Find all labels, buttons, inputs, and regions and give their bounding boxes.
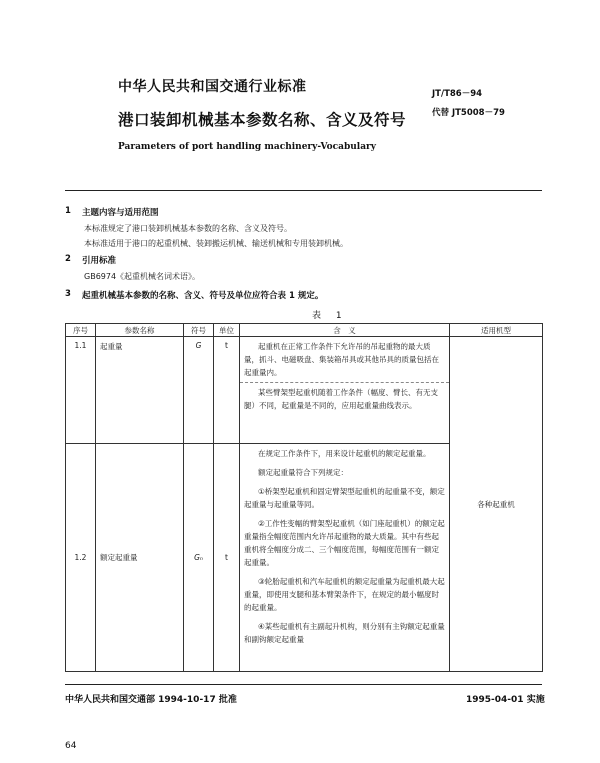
section-3-number: 3	[65, 289, 71, 299]
meaning-paragraph: 额定起重量符合下列规定：	[258, 468, 348, 477]
parameter-table	[65, 323, 543, 672]
header-seq: 序号	[66, 324, 96, 337]
row-unit: t	[214, 444, 240, 672]
replaces-code: 代替 JT5008－79	[432, 108, 505, 118]
meaning-paragraph: 在规定工作条件下，用来设计起重机的额定起重量。	[258, 449, 431, 458]
row-meaning	[240, 337, 450, 444]
table-header-row	[66, 324, 543, 337]
meaning-paragraph: ③轮胎起重机和汽车起重机的额定起重量为起重机最大起重量，即使用支腿和基本臂架条件下，在规定的最小幅度时的起重量。	[244, 577, 445, 612]
header-symbol: 符号	[184, 324, 214, 337]
standard-code: JT/T86－94	[432, 89, 483, 99]
header-meaning: 含 义	[240, 324, 450, 337]
footer-divider	[65, 684, 542, 685]
applicable-type-cell: 各种起重机	[450, 337, 543, 672]
section-1-paragraph-2: 本标准适用于港口的起重机械、装卸搬运机械、输送机械和专用装卸机械。	[84, 239, 348, 248]
row-number: 1.1	[66, 337, 96, 444]
row-number: 1.2	[66, 444, 96, 672]
row-symbol: G	[184, 337, 214, 444]
row-param-name: 起重量	[96, 337, 184, 444]
row-meaning	[240, 444, 450, 672]
section-2-paragraph: GB6974《起重机械名词术语》。	[84, 272, 201, 281]
header-unit: 单位	[214, 324, 240, 337]
document-title: 港口装卸机械基本参数名称、含义及符号	[118, 111, 407, 129]
meaning-paragraph: ②工作性变幅的臂架型起重机（如门座起重机）的额定起重量指全幅度范围内允许吊起重物的最大质量。其中有些起重机将全幅度分成二、三个幅度范围，每幅度范围有一额定起重量。	[244, 519, 445, 567]
section-1-paragraph-1: 本标准规定了港口装卸机械基本参数的名称、含义及符号。	[84, 224, 292, 233]
section-1-number: 1	[65, 206, 71, 216]
approval-statement: 中华人民共和国交通部 1994-10-17 批准	[65, 695, 237, 705]
section-1-title: 主题内容与适用范围	[82, 208, 159, 218]
document-title-english: Parameters of port handling machinery-Vocabulary	[118, 142, 377, 152]
standard-category: 中华人民共和国交通行业标准	[118, 79, 307, 95]
meaning-paragraph: 某些臂架型起重机随着工作条件（幅度、臂长、有无支腿）不同，起重量是不同的，应用起重量曲线表示。	[240, 382, 449, 415]
section-3-title: 起重机械基本参数的名称、含义、符号及单位应符合表 1 规定。	[82, 291, 324, 301]
table-caption: 表 1	[312, 311, 348, 321]
meaning-paragraph: ④某些起重机有主副起升机构，则分别有主钩额定起重量和副钩额定起重量	[244, 622, 445, 644]
section-2-number: 2	[65, 254, 71, 264]
table-row	[66, 337, 543, 444]
header-divider	[65, 190, 542, 191]
meaning-paragraph: ①桥架型起重机和固定臂架型起重机的起重量不变，额定起重量与起重量等同。	[244, 487, 445, 509]
meaning-paragraph: 起重机在正常工作条件下允许吊的吊起重物的最大质量，抓斗、电磁吸盘、集装箱吊具或其他吊具的质量包括在起重量内。	[244, 342, 439, 377]
header-applicable-type: 适用机型	[450, 324, 543, 337]
section-2-title: 引用标准	[82, 256, 117, 266]
header-param-name: 参数名称	[96, 324, 184, 337]
row-symbol: Gₙ	[184, 444, 214, 672]
implementation-date: 1995-04-01 实施	[466, 695, 545, 705]
row-unit: t	[214, 337, 240, 444]
page-number: 64	[65, 741, 77, 751]
row-param-name: 额定起重量	[96, 444, 184, 672]
